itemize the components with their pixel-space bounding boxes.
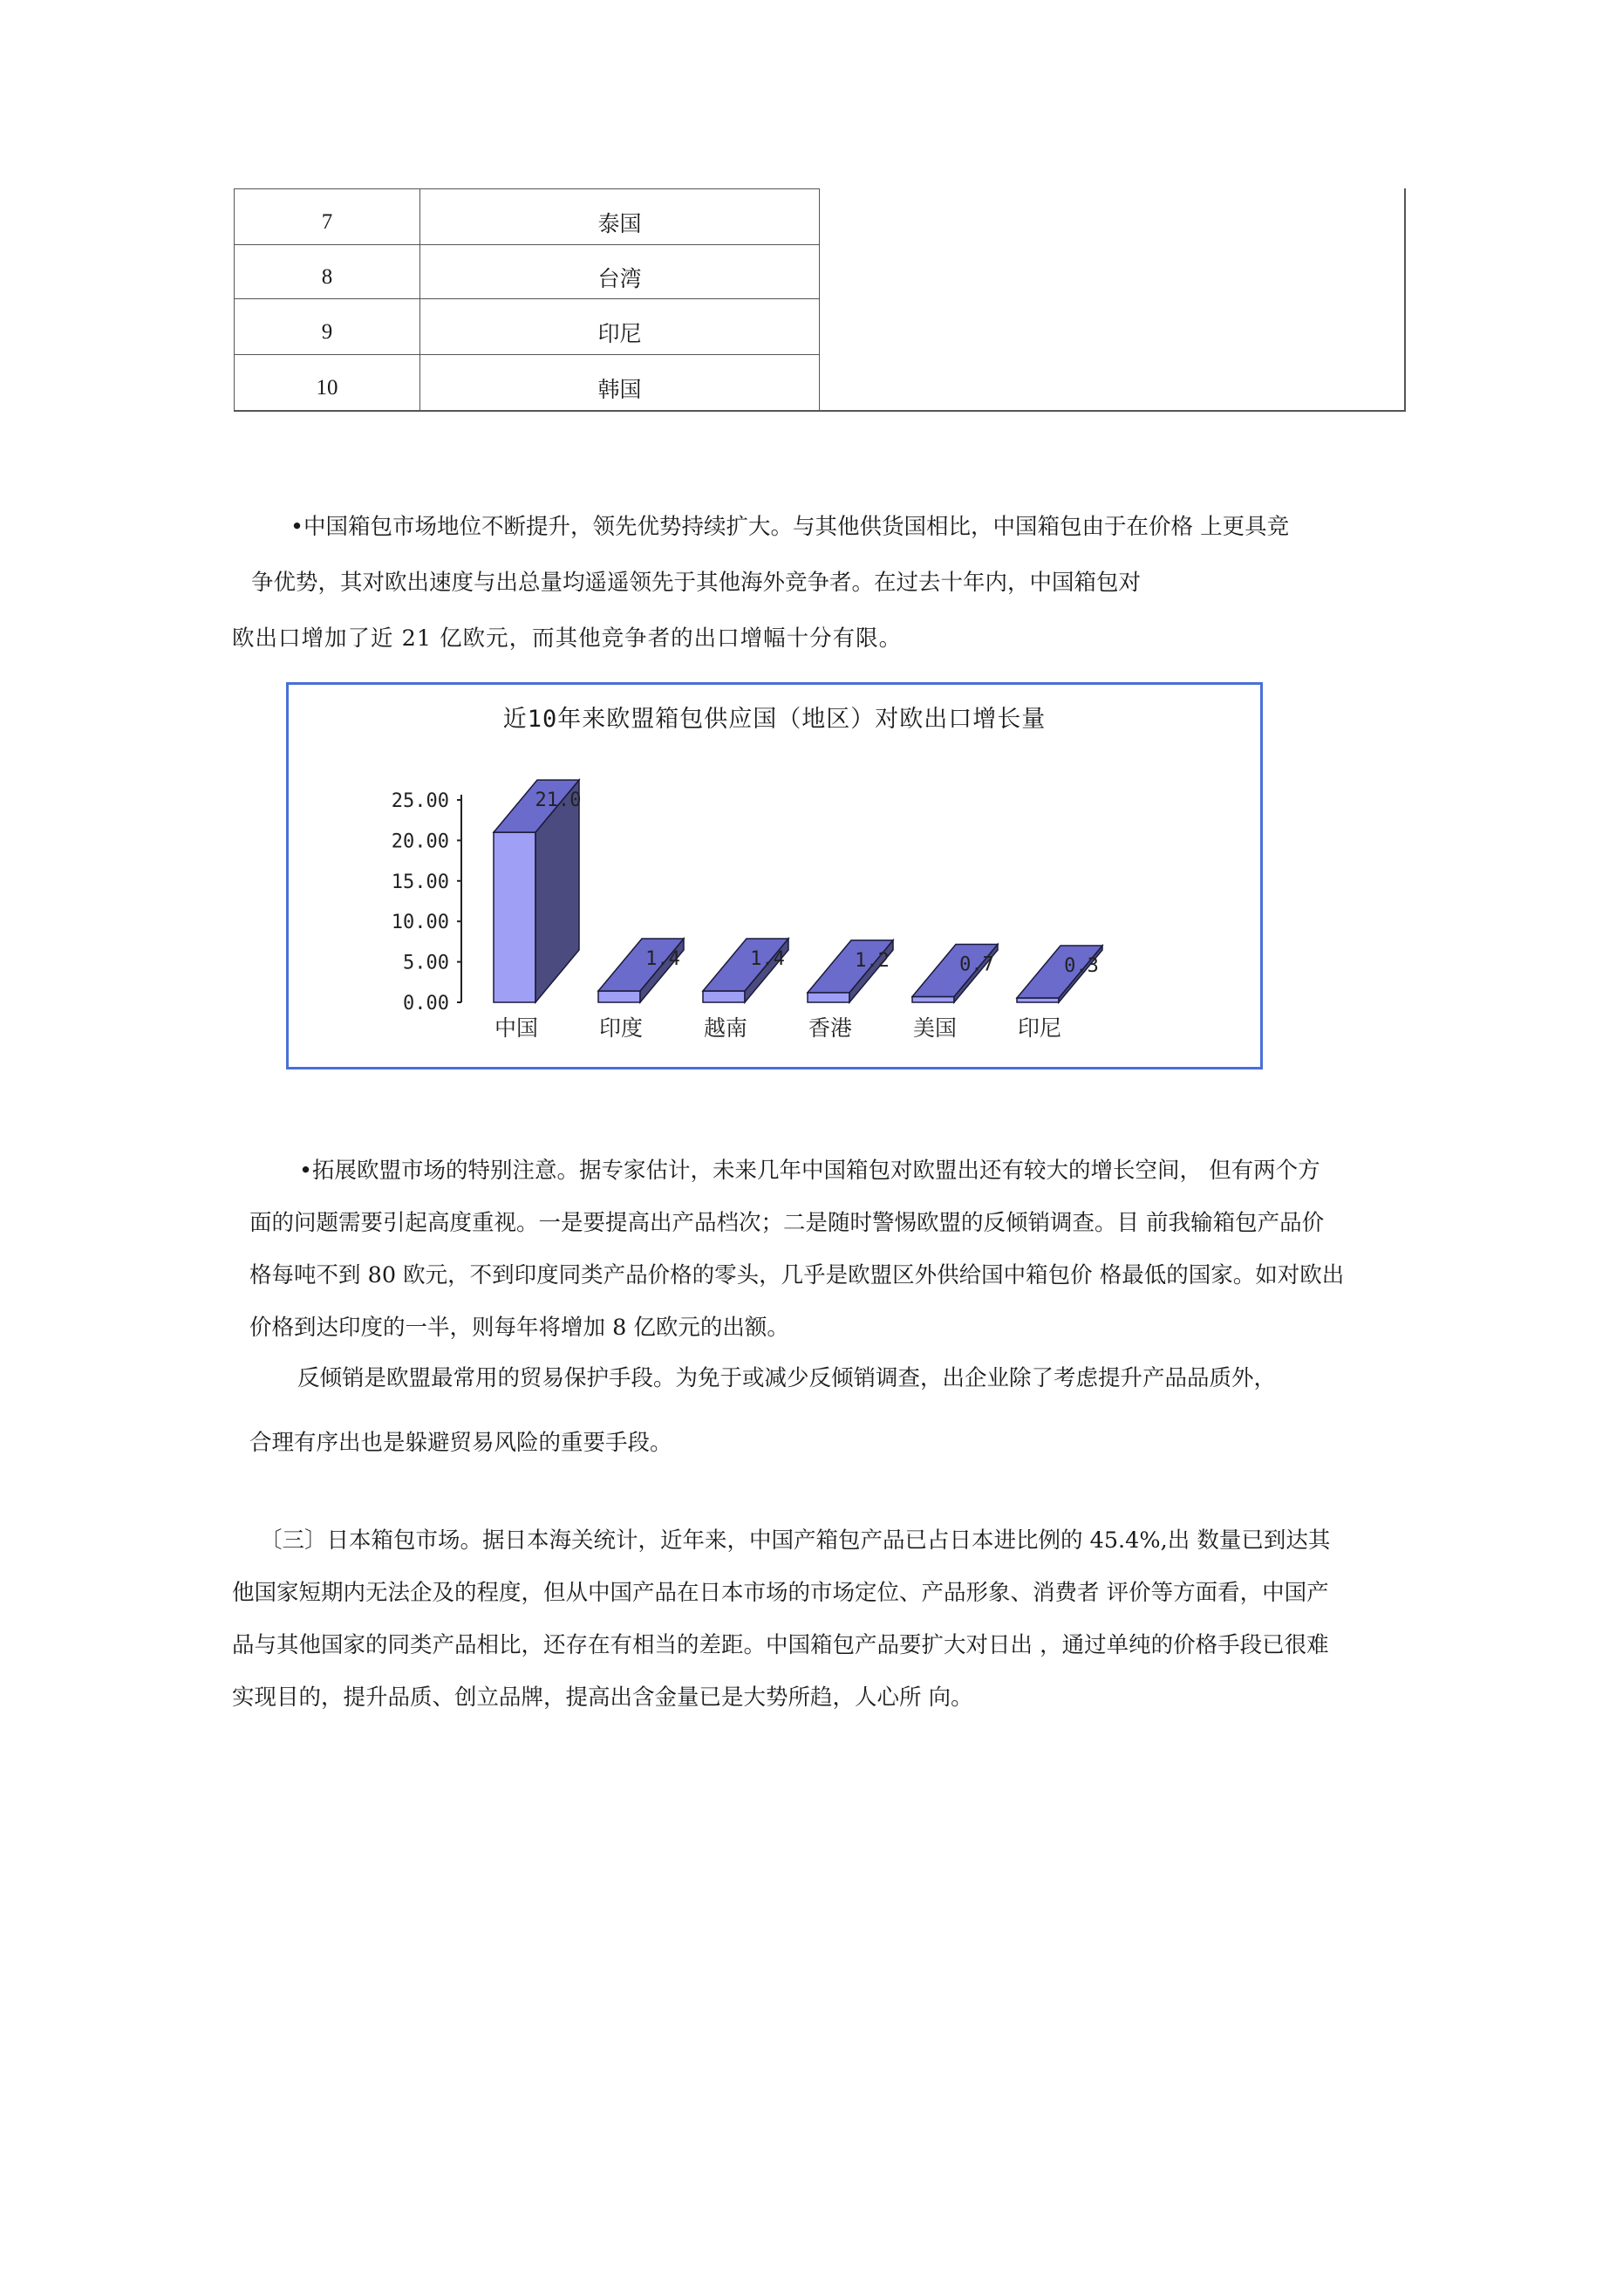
y-tick-label: 0.00: [403, 993, 449, 1015]
rank-cell: 9: [235, 299, 420, 355]
section1-line2: 争优势，其对欧出速度与出总量均遥遥领先于其他海外竞争者。在过去十年内，中国箱包对: [251, 570, 1142, 596]
x-tick-label: 香港: [808, 1015, 853, 1041]
bar-front: [703, 991, 745, 1002]
bar-front: [912, 997, 954, 1002]
y-tick-label: 20.00: [391, 830, 449, 853]
ranking-table: [234, 188, 820, 411]
data-label: 1.4: [750, 948, 785, 971]
x-tick-label: 越南: [703, 1015, 748, 1041]
data-label: 0.7: [959, 953, 994, 976]
section2-line5: 反倾销是欧盟最常用的贸易保护手段。为免于或减少反倾销调查，出企业除了考虑提升产品品质外，: [297, 1365, 1277, 1391]
data-label: 21.0: [535, 789, 582, 812]
section3-line1: 〔三〕日本箱包市场。据日本海关统计，近年来，中国产箱包产品已占日本进比例的 45.4%,出 数量已到达其: [260, 1527, 1331, 1554]
section2-line4: 价格到达印度的一半，则每年将增加 8 亿欧元的出额。: [249, 1315, 789, 1341]
section3-line4: 实现目的，提升品质、创立品牌，提高出含金量已是大势所趋，人心所 向。: [232, 1684, 973, 1711]
table-row: [235, 245, 820, 299]
x-tick-label: 中国: [494, 1015, 539, 1041]
chart-title: 近10年来欧盟箱包供应国（地区）对欧出口增长量: [502, 706, 1047, 733]
country-cell: 韩国: [420, 355, 820, 411]
x-tick-label: 印尼: [1017, 1015, 1062, 1041]
country-cell: 台湾: [420, 245, 820, 299]
y-tick-label: 15.00: [391, 871, 449, 893]
x-tick-label: 印度: [598, 1015, 644, 1041]
bar-front: [494, 832, 535, 1002]
rank-cell: 7: [235, 189, 420, 245]
section2-line2: 面的问题需要引起高度重视。一是要提高出产品档次；二是随时警惕欧盟的反倾销调查。目 前我输箱包产品价: [249, 1210, 1325, 1236]
section3-line2: 他国家短期内无法企及的程度，但从中国产品在日本市场的市场定位、产品形象、消费者 评价等方面看，中国产: [232, 1580, 1329, 1606]
section2-line6: 合理有序出也是躲避贸易风险的重要手段。: [249, 1430, 672, 1456]
y-tick-label: 5.00: [403, 952, 449, 974]
section1-line1: •中国箱包市场地位不断提升，领先优势持续扩大。与其他供货国相比，中国箱包由于在价格 上更具竞: [290, 514, 1290, 540]
table-row: [235, 355, 820, 411]
x-tick-label: 美国: [912, 1015, 958, 1041]
data-label: 1.4: [645, 948, 680, 971]
data-label: 1.2: [855, 949, 890, 972]
y-tick-label: 10.00: [391, 912, 449, 934]
section2-line3: 格每吨不到 80 欧元，不到印度同类产品价格的零头，几乎是欧盟区外供给国中箱包价 格最低的国家。如对欧出: [249, 1262, 1345, 1288]
section2-line1: •拓展欧盟市场的特别注意。据专家估计，未来几年中国箱包对欧盟出还有较大的增长空间， 但有两个方: [299, 1158, 1320, 1184]
table-row: [235, 189, 820, 245]
y-tick-label: 25.00: [391, 790, 449, 812]
chart-frame: [286, 682, 1263, 1069]
bar-front: [808, 993, 849, 1002]
rank-cell: 10: [235, 355, 420, 411]
table-row: [235, 299, 820, 355]
country-cell: 泰国: [420, 189, 820, 245]
rank-cell: 8: [235, 245, 420, 299]
section1-line3: 欧出口增加了近 21 亿欧元，而其他竞争者的出口增幅十分有限。: [232, 625, 903, 652]
country-cell: 印尼: [420, 299, 820, 355]
bar-chart: [289, 685, 1260, 1067]
bar-front: [598, 991, 640, 1002]
data-label: 0.3: [1064, 955, 1099, 977]
section3-line3: 品与其他国家的同类产品相比，还存在有相当的差距。中国箱包产品要扩大对日出 ，通过单纯的价格手段已很难: [232, 1632, 1329, 1658]
